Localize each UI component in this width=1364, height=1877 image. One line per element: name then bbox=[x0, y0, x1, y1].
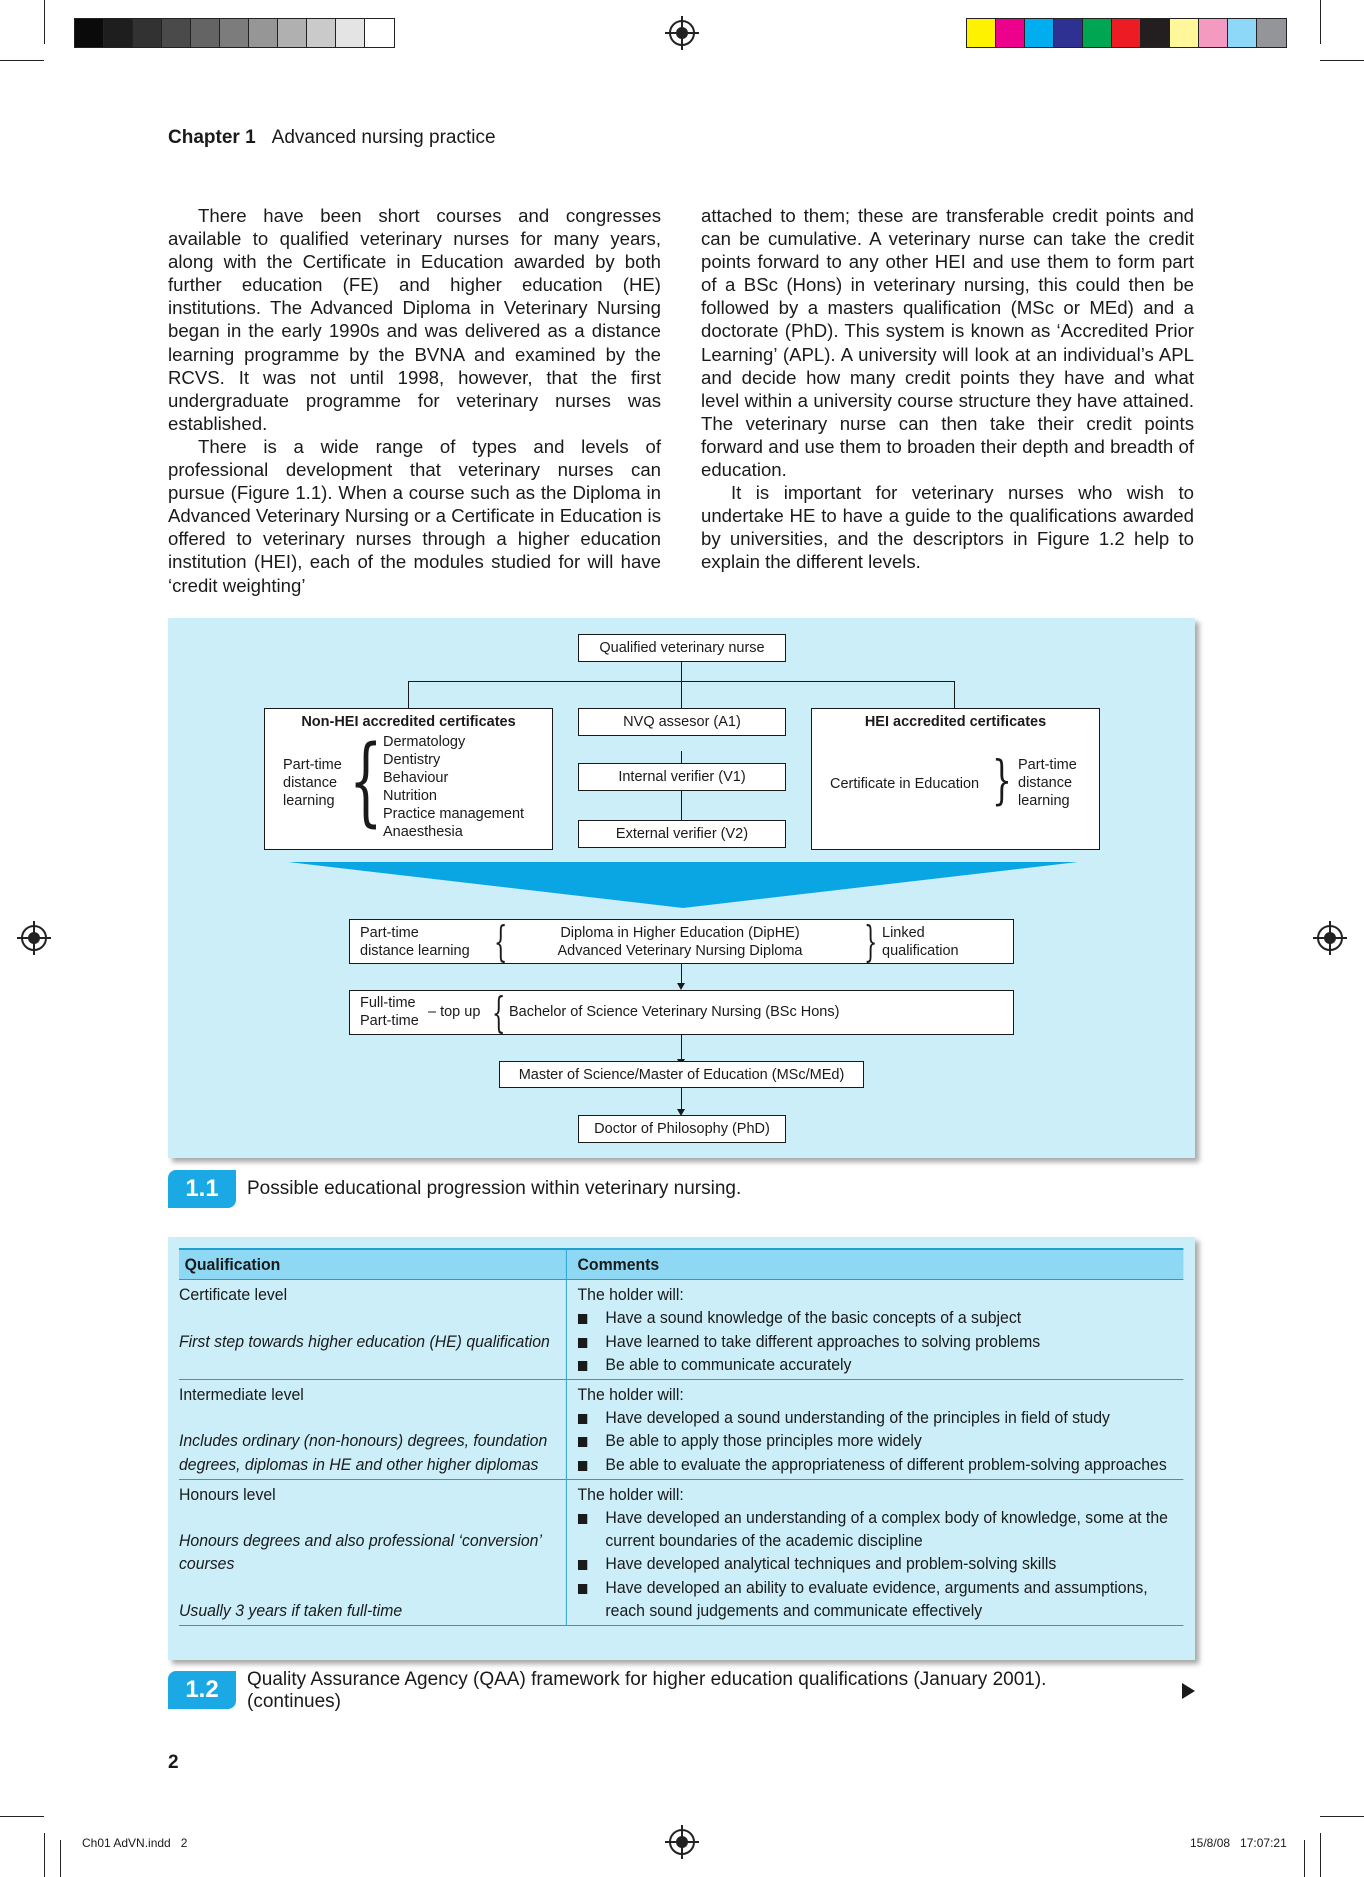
color-swatch bbox=[191, 19, 220, 47]
course-item: Practice management bbox=[383, 806, 525, 822]
bullet-list bbox=[578, 1406, 1178, 1476]
paragraph: There have been short courses and congresses available to qualified veterinary nurses for many years, along with the Certificate in Education awarded by both further education (FE) and higher education (HE) institutions. The Advanced Diploma in Veterinary Nursing began in the early 1990s and was delivered as a distance learning programme by the BVNA and examined by the RCVS. It was not until 1998, however, that the first undergraduate programme for veterinary nurses was established. bbox=[168, 205, 661, 434]
registration-mark-icon bbox=[669, 20, 695, 46]
list-item: Have learned to take different approaches to solving problems bbox=[578, 1330, 1178, 1353]
table-row bbox=[179, 1280, 1183, 1380]
color-swatch bbox=[133, 19, 162, 47]
non-hei-course-list bbox=[383, 733, 524, 841]
crop-mark bbox=[1320, 60, 1364, 61]
course-item: Dentistry bbox=[383, 752, 441, 768]
qualification-note: Usually 3 years if taken full-time bbox=[179, 1600, 403, 1620]
color-swatch bbox=[104, 19, 133, 47]
list-item: Have developed an understanding of a complex body of knowledge, some at the current boundaries of the academic discipline bbox=[578, 1506, 1178, 1552]
diploma-qualifications: Diploma in Higher Education (DipHE) Advanced Veterinary Nursing Diploma bbox=[557, 925, 803, 959]
list-item: Have developed a sound understanding of the principles in field of study bbox=[578, 1406, 1178, 1429]
qaa-framework-table bbox=[179, 1248, 1183, 1626]
diploma-mode: Part-time distance learning bbox=[360, 925, 470, 959]
process-color-bar bbox=[966, 18, 1287, 48]
color-swatch bbox=[75, 19, 104, 47]
comment-intro: The holder will: bbox=[577, 1484, 684, 1504]
non-hei-mode: Part-time distance learning bbox=[283, 757, 342, 809]
course-item: Dermatology bbox=[383, 734, 466, 750]
color-swatch bbox=[278, 19, 307, 47]
color-swatch bbox=[967, 19, 996, 47]
left-brace-icon: { bbox=[492, 988, 506, 1037]
qualification-level: Certificate level bbox=[179, 1285, 288, 1305]
crop-mark bbox=[44, 0, 45, 44]
phd-box: Doctor of Philosophy (PhD) bbox=[578, 1115, 786, 1143]
diploma-box bbox=[349, 919, 1014, 964]
table-row bbox=[179, 1380, 1183, 1480]
figure-1-2-table bbox=[168, 1237, 1195, 1660]
qualification-note: First step towards higher education (HE) qualification bbox=[179, 1331, 550, 1351]
bsc-box bbox=[349, 990, 1014, 1035]
non-hei-certificates-box bbox=[264, 708, 553, 850]
color-swatch bbox=[1141, 19, 1170, 47]
nvq-assessor-box: NVQ assesor (A1) bbox=[578, 708, 786, 736]
list-item: Have a sound knowledge of the basic concepts of a subject bbox=[578, 1306, 1178, 1329]
color-swatch bbox=[162, 19, 191, 47]
color-swatch bbox=[220, 19, 249, 47]
funnel-shape bbox=[288, 862, 1078, 908]
color-swatch bbox=[365, 19, 394, 47]
continues-label: (continues) bbox=[247, 1691, 341, 1712]
column-header-comments: Comments bbox=[566, 1249, 1184, 1280]
slug-file-name: Ch01 AdVN.indd 2 bbox=[82, 1836, 188, 1850]
figure-1-1-diagram bbox=[168, 618, 1195, 1158]
qualification-level: Honours level bbox=[179, 1484, 276, 1504]
table-row bbox=[179, 1479, 1183, 1625]
body-column-right bbox=[701, 204, 1194, 574]
crop-mark bbox=[1304, 1840, 1305, 1877]
qualification-note: Includes ordinary (non-honours) degrees, foundation degrees, diplomas in HE and other higher diplomas bbox=[179, 1431, 548, 1474]
grayscale-color-bar bbox=[74, 18, 395, 48]
right-brace-icon: } bbox=[864, 917, 878, 966]
chapter-title: Advanced nursing practice bbox=[271, 127, 496, 148]
color-swatch bbox=[996, 19, 1025, 47]
hei-mode: Part-time distance learning bbox=[1018, 757, 1077, 809]
figure-number-badge: 1.1 bbox=[168, 1170, 236, 1208]
continue-arrow-icon bbox=[1182, 1683, 1195, 1699]
msc-box: Master of Science/Master of Education (MSc/MEd) bbox=[499, 1061, 864, 1088]
crop-mark bbox=[1320, 0, 1321, 44]
color-swatch bbox=[1054, 19, 1083, 47]
color-swatch bbox=[1228, 19, 1257, 47]
crop-mark bbox=[1320, 1833, 1321, 1877]
bullet-list bbox=[578, 1506, 1178, 1622]
course-item: Nutrition bbox=[383, 788, 437, 804]
color-swatch bbox=[307, 19, 336, 47]
progression-funnel bbox=[288, 862, 1078, 908]
qualified-nurse-box: Qualified veterinary nurse bbox=[578, 634, 786, 662]
color-swatch bbox=[1112, 19, 1141, 47]
paragraph: There is a wide range of types and levels of professional development that veterinary nurses can pursue (Figure 1.1). When a course such as the Diploma in Advanced Veterinary Nursing or a Certificate in Education is offered to veterinary nurses through a higher education institution (HEI), each of the modules studied for will have ‘credit weighting’ bbox=[168, 435, 661, 596]
external-verifier-box: External verifier (V2) bbox=[578, 820, 786, 848]
registration-mark-icon bbox=[1317, 925, 1343, 951]
crop-mark bbox=[0, 60, 44, 61]
linked-qualification-label: Linked qualification bbox=[882, 925, 959, 959]
figure-caption: Quality Assurance Agency (QAA) framework for higher education qualifications (January 2001). (continues) bbox=[247, 1669, 1167, 1713]
figure-caption: Possible educational progression within veterinary nursing. bbox=[247, 1178, 742, 1199]
crop-mark bbox=[60, 1840, 61, 1877]
list-item: Be able to apply those principles more widely bbox=[578, 1429, 1178, 1452]
color-swatch bbox=[336, 19, 365, 47]
list-item: Have developed analytical techniques and problem-solving skills bbox=[578, 1552, 1178, 1575]
crop-mark bbox=[44, 1833, 45, 1877]
body-column-left bbox=[168, 204, 661, 597]
slug-date: 15/8/08 17:07:21 bbox=[1190, 1836, 1287, 1850]
course-item: Behaviour bbox=[383, 770, 449, 786]
hei-certificates-box bbox=[811, 708, 1100, 850]
color-swatch bbox=[1025, 19, 1054, 47]
chapter-number: Chapter 1 bbox=[168, 127, 256, 148]
crop-mark bbox=[0, 1816, 44, 1817]
right-brace-icon: } bbox=[992, 751, 1012, 811]
hei-course: Certificate in Education bbox=[830, 776, 980, 792]
qualification-level: Intermediate level bbox=[179, 1385, 304, 1405]
hei-title: HEI accredited certificates bbox=[864, 714, 1047, 730]
page-number: 2 bbox=[168, 1752, 179, 1773]
comment-intro: The holder will: bbox=[577, 1285, 684, 1305]
color-swatch bbox=[249, 19, 278, 47]
left-brace-icon: { bbox=[494, 917, 508, 966]
qualification-note: Honours degrees and also professional ‘conversion’ courses bbox=[179, 1531, 542, 1574]
figure-number-badge: 1.2 bbox=[168, 1671, 236, 1709]
left-brace-icon: { bbox=[349, 725, 383, 837]
comment-intro: The holder will: bbox=[577, 1385, 684, 1405]
list-item: Be able to communicate accurately bbox=[578, 1353, 1178, 1376]
list-item: Be able to evaluate the appropriateness of different problem-solving approaches bbox=[578, 1453, 1178, 1476]
crop-mark bbox=[1320, 1816, 1364, 1817]
column-header-qualification: Qualification bbox=[179, 1249, 566, 1280]
paragraph: attached to them; these are transferable credit points and can be cumulative. A veterinary nurse can take the credit points forward to any other HEI and use them to form part of a BSc (Hons) in veterinary nursing, this could then be followed by a masters qualification (MSc or MEd) and a doctorate (PhD). This system is known as ‘Accredited Prior Learning’ (APL). A university will look at an individual’s APL and decide how many credit points they have and what level within a university course structure they have attained. The veterinary nurse can then take their credit points forward and use them to broaden their depth and breadth of education. bbox=[701, 205, 1194, 481]
color-swatch bbox=[1170, 19, 1199, 47]
internal-verifier-box: Internal verifier (V1) bbox=[578, 763, 786, 791]
bullet-list bbox=[578, 1306, 1178, 1376]
color-swatch bbox=[1199, 19, 1228, 47]
color-swatch bbox=[1257, 19, 1286, 47]
running-header bbox=[168, 127, 496, 149]
registration-mark-icon bbox=[669, 1829, 695, 1855]
course-item: Anaesthesia bbox=[383, 824, 463, 840]
bsc-qualification: Bachelor of Science Veterinary Nursing (BSc Hons) bbox=[509, 1004, 840, 1020]
bsc-mode: Full-time Part-time bbox=[360, 995, 419, 1029]
color-swatch bbox=[1083, 19, 1112, 47]
registration-mark-icon bbox=[21, 925, 47, 951]
top-up-label: – top up bbox=[428, 1004, 481, 1020]
list-item: Have developed an ability to evaluate evidence, arguments and assumptions, reach sound judgements and communicate effectively bbox=[578, 1576, 1178, 1622]
paragraph: It is important for veterinary nurses who wish to undertake HE to have a guide to the qualifications awarded by universities, and the descriptors in Figure 1.2 help to explain the different levels. bbox=[701, 482, 1194, 573]
non-hei-title: Non-HEI accredited certificates bbox=[301, 714, 516, 730]
